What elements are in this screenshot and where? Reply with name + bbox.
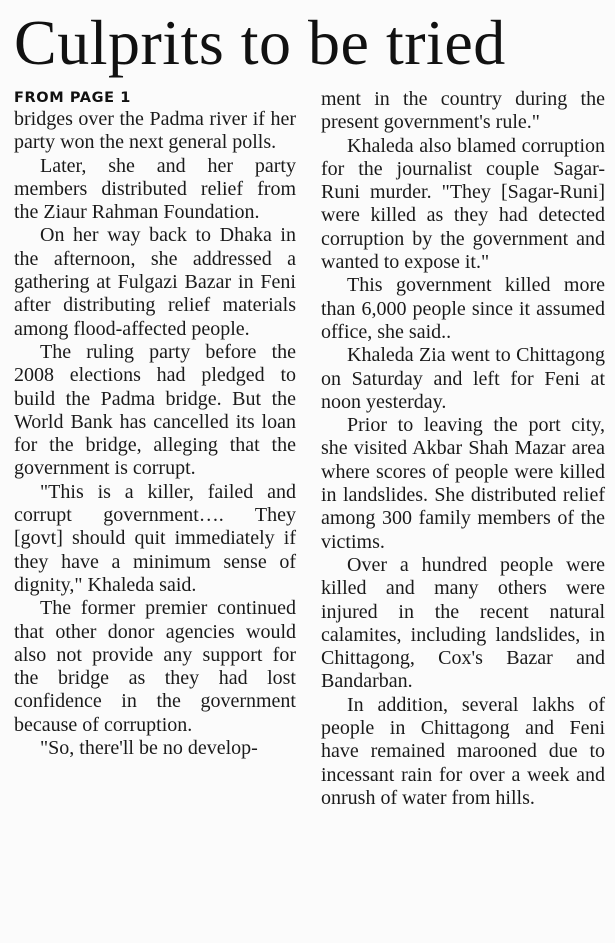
paragraph: ment in the country during the present government's rule.": [321, 88, 605, 134]
paragraph: bridges over the Padma river if her party won the next general polls.: [14, 108, 296, 154]
paragraph: The former premier continued that other donor agencies would also not provide any support for the bridge as they had lost confidence in the government because of corruption.: [14, 597, 296, 736]
paragraph: Over a hundred people were killed and many others were injured in the recent natural calamites, including landslides, in Chittagong, Cox's Bazar and Bandarban.: [321, 553, 605, 693]
column-divider: [308, 90, 309, 930]
paragraph: Prior to leaving the port city, she visited Akbar Shah Mazar area where scores of people were killed in landslides. She distributed relief among 300 family members of the victims.: [321, 414, 605, 553]
right-column: [321, 88, 605, 810]
paragraph: On her way back to Dhaka in the afternoon, she addressed a gathering at Fulgazi Bazar in Feni after distributing relief materials among flood-affected people.: [14, 224, 296, 340]
paragraph: Later, she and her party members distributed relief from the Ziaur Rahman Foundation.: [14, 154, 296, 224]
paragraph: "This is a killer, failed and corrupt government…. They [govt] should quit immediately if they have a minimum sense of dignity," Khaleda said.: [14, 480, 296, 596]
paragraph: In addition, several lakhs of people in Chittagong and Feni have remained marooned due to incessant rain for over a week and onrush of water from hills.: [321, 693, 605, 809]
paragraph: The ruling party before the 2008 elections had pledged to build the Padma bridge. But the World Bank has cancelled its loan for the bridge, alleging that the government is corrupt.: [14, 340, 296, 480]
paragraph: Khaleda also blamed corruption for the journalist couple Sagar-Runi murder. "They [Sagar-Runi] were killed as they had detected corruption by the government and wanted to expose it.": [321, 134, 605, 274]
kicker: FROM PAGE 1: [14, 90, 131, 106]
paragraph: Khaleda Zia went to Chittagong on Saturday and left for Feni at noon yesterday.: [321, 344, 605, 413]
left-column: [14, 88, 296, 760]
paragraph: This government killed more than 6,000 people since it assumed office, she said..: [321, 274, 605, 343]
paragraph: "So, there'll be no develop-: [40, 737, 258, 760]
headline: Culprits to be tried: [14, 7, 506, 78]
